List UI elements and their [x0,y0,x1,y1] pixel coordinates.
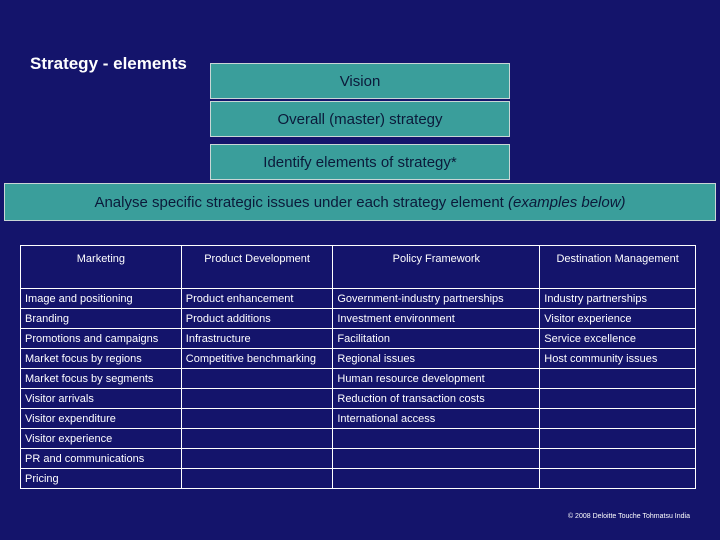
table-cell: Market focus by segments [21,369,182,389]
table-row [21,389,696,409]
table-cell [540,469,696,489]
table-cell: Product additions [181,309,333,329]
table-cell [181,469,333,489]
table-cell [540,449,696,469]
table-cell [540,369,696,389]
analyse-issues-label: Analyse specific strategic issues under each strategy element [94,193,508,211]
table-cell [181,449,333,469]
table-cell: Regional issues [333,349,540,369]
table-cell: Promotions and campaigns [21,329,182,349]
table-cell: Service excellence [540,329,696,349]
analyse-examples-label: (examples below) [508,193,626,211]
table-cell [333,449,540,469]
identify-elements-label: Identify elements of strategy* [263,153,457,171]
table-cell [540,429,696,449]
table-cell: Host community issues [540,349,696,369]
table-cell: Visitor expenditure [21,409,182,429]
table-row [21,369,696,389]
table-cell [540,409,696,429]
table-cell: PR and communications [21,449,182,469]
overall-strategy-box [210,101,510,137]
table-cell: Investment environment [333,309,540,329]
identify-elements-box [210,144,510,180]
table-cell: Reduction of transaction costs [333,389,540,409]
copyright-notice: © 2008 Deloitte Touche Tohmatsu India [567,513,690,520]
table-cell: Competitive benchmarking [181,349,333,369]
table-cell: Branding [21,309,182,329]
header-product-development: Product Development [181,246,333,289]
header-policy-framework: Policy Framework [333,246,540,289]
table-cell [181,409,333,429]
table-cell: Industry partnerships [540,289,696,309]
slide-title: Strategy - elements [30,54,187,73]
table-cell: Pricing [21,469,182,489]
table-cell: Human resource development [333,369,540,389]
vision-box [210,63,510,99]
overall-strategy-label: Overall (master) strategy [277,110,443,128]
table-cell: Facilitation [333,329,540,349]
table-cell: Visitor experience [540,309,696,329]
table-header-row [21,246,696,289]
table-cell [540,389,696,409]
table-cell [181,389,333,409]
table-cell [181,429,333,449]
table-cell: International access [333,409,540,429]
table-row [21,469,696,489]
table-row [21,449,696,469]
table-cell: Infrastructure [181,329,333,349]
header-marketing: Marketing [21,246,182,289]
table-cell: Government-industry partnerships [333,289,540,309]
header-destination-management: Destination Management [540,246,696,289]
strategy-elements-table [20,245,696,489]
table-cell [333,469,540,489]
table-cell: Visitor arrivals [21,389,182,409]
table-cell: Market focus by regions [21,349,182,369]
table-cell [181,369,333,389]
table-row [21,429,696,449]
vision-label: Vision [339,72,381,90]
table-row [21,289,696,309]
table-cell [333,429,540,449]
table-cell: Image and positioning [21,289,182,309]
table-cell: Product enhancement [181,289,333,309]
table-row [21,329,696,349]
table-cell: Visitor experience [21,429,182,449]
analyse-issues-box [4,183,716,221]
table-row [21,349,696,369]
table-row [21,409,696,429]
table-row [21,309,696,329]
